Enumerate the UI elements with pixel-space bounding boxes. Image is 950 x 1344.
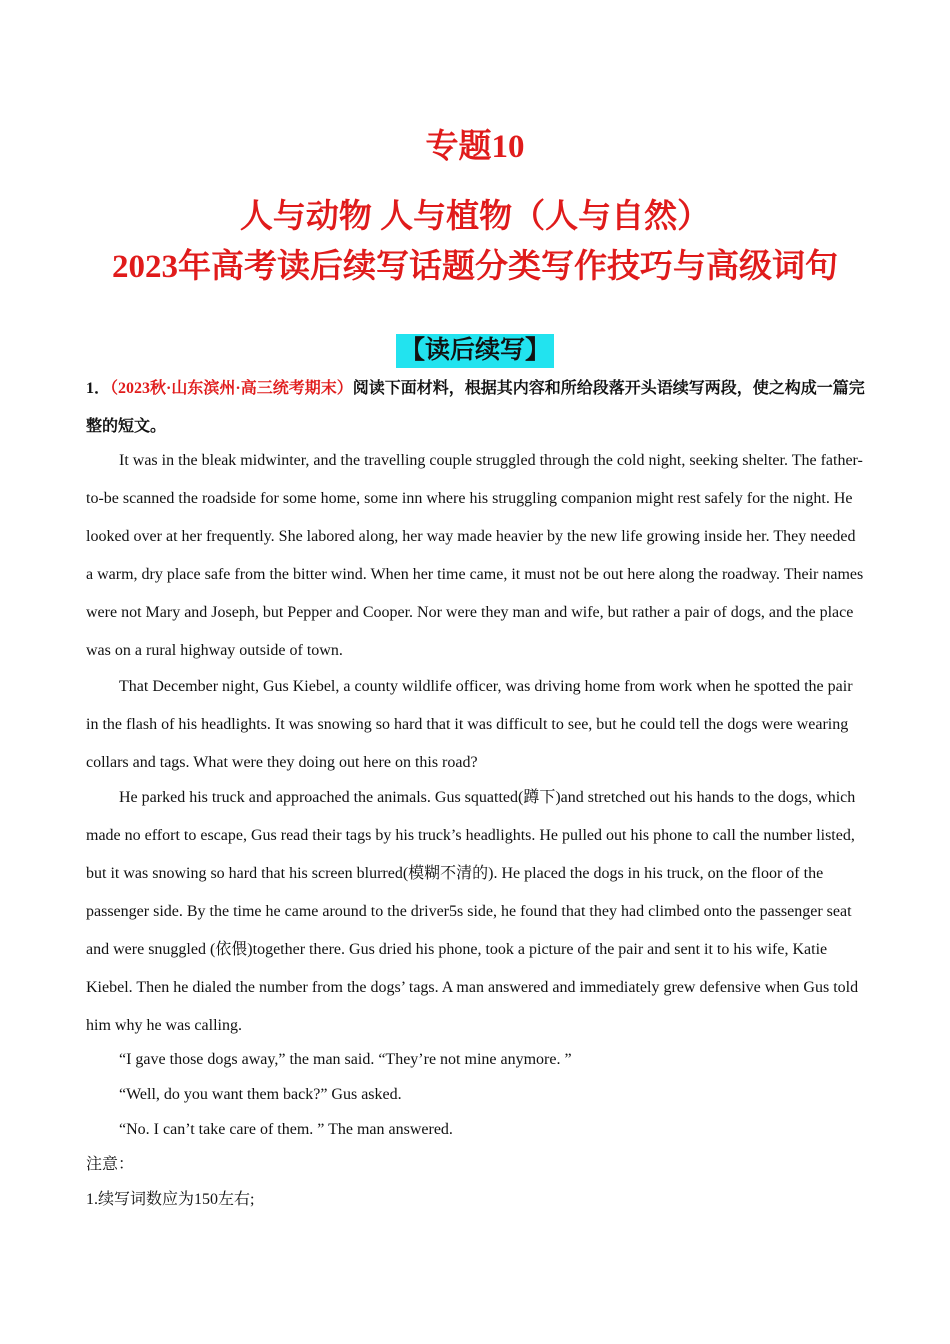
- passage-paragraph-6: “No. I can’t take care of them. ” The man answered.: [119, 1121, 453, 1138]
- passage-paragraph-5: “Well, do you want them back?” Gus asked.: [119, 1086, 402, 1103]
- main-title: 2023年高考读后续写话题分类写作技巧与高级词句: [112, 249, 838, 285]
- question-header: [86, 370, 866, 446]
- question-instruction: 阅读下面材料，根据其内容和所给段落开头语续写两段，使之构成一篇完整的短文。: [86, 380, 865, 435]
- passage-paragraph-1: It was in the bleak midwinter, and the travelling couple struggled through the cold night, seeking shelter. The father-to-be scanned the roadside for some home, some inn where his struggling companion might rest safely for the night. He looked over at her frequently. She labored along, her way made heavier by the new life growing inside her. They needed a warm, dry place safe from the bitter wind. When her time came, it must not be out here along the roadway. Their names were not Mary and Joseph, but Pepper and Cooper. Nor were they man and wife, but rather a pair of dogs, and the place was on a rural highway outside of town.: [86, 452, 864, 659]
- question-number: 1．: [86, 380, 111, 397]
- topic-heading: 专题10: [425, 129, 525, 165]
- notes-item-1: 1.续写词数应为150左右;: [86, 1191, 255, 1208]
- notes-label: 注意：: [86, 1156, 135, 1173]
- question-source: （2023秋·山东滨州·高三统考期末）: [110, 380, 353, 397]
- passage-paragraph-2: That December night, Gus Kiebel, a county wildlife officer, was driving home from work when he spotted the pair in the flash of his headlights. It was snowing so hard that it was difficult to see, but he could tell the dogs were wearing collars and tags. What were they doing out here on this road?: [86, 678, 853, 771]
- subtitle-heading: 人与动物 人与植物（人与自然）: [239, 199, 711, 235]
- passage-paragraph-4: “I gave those dogs away,” the man said. “They’re not mine anymore. ”: [119, 1051, 572, 1068]
- passage-paragraph-3: He parked his truck and approached the animals. Gus squatted(蹲下)and stretched out his hands to the dogs, which made no effort to escape, Gus read their tags by his truck’s headlights. He pulled out his phone to call the number listed, but it was snowing so hard that his screen blurred(模糊不清的). He placed the dogs in his truck, on the floor of the passenger side. By the time he came around to the driver5s side, he found that they had climbed onto the passenger seat and were snuggled (依偎)together there. Gus dried his phone, took a picture of the pair and sent it to his wife, Katie Kiebel. Then he dialed the number from the dogs’ tags. A man answered and immediately grew defensive when Gus told him why he was calling.: [86, 789, 859, 1034]
- section-header: [0, 334, 950, 368]
- section-label: 【读后续写】: [396, 334, 554, 368]
